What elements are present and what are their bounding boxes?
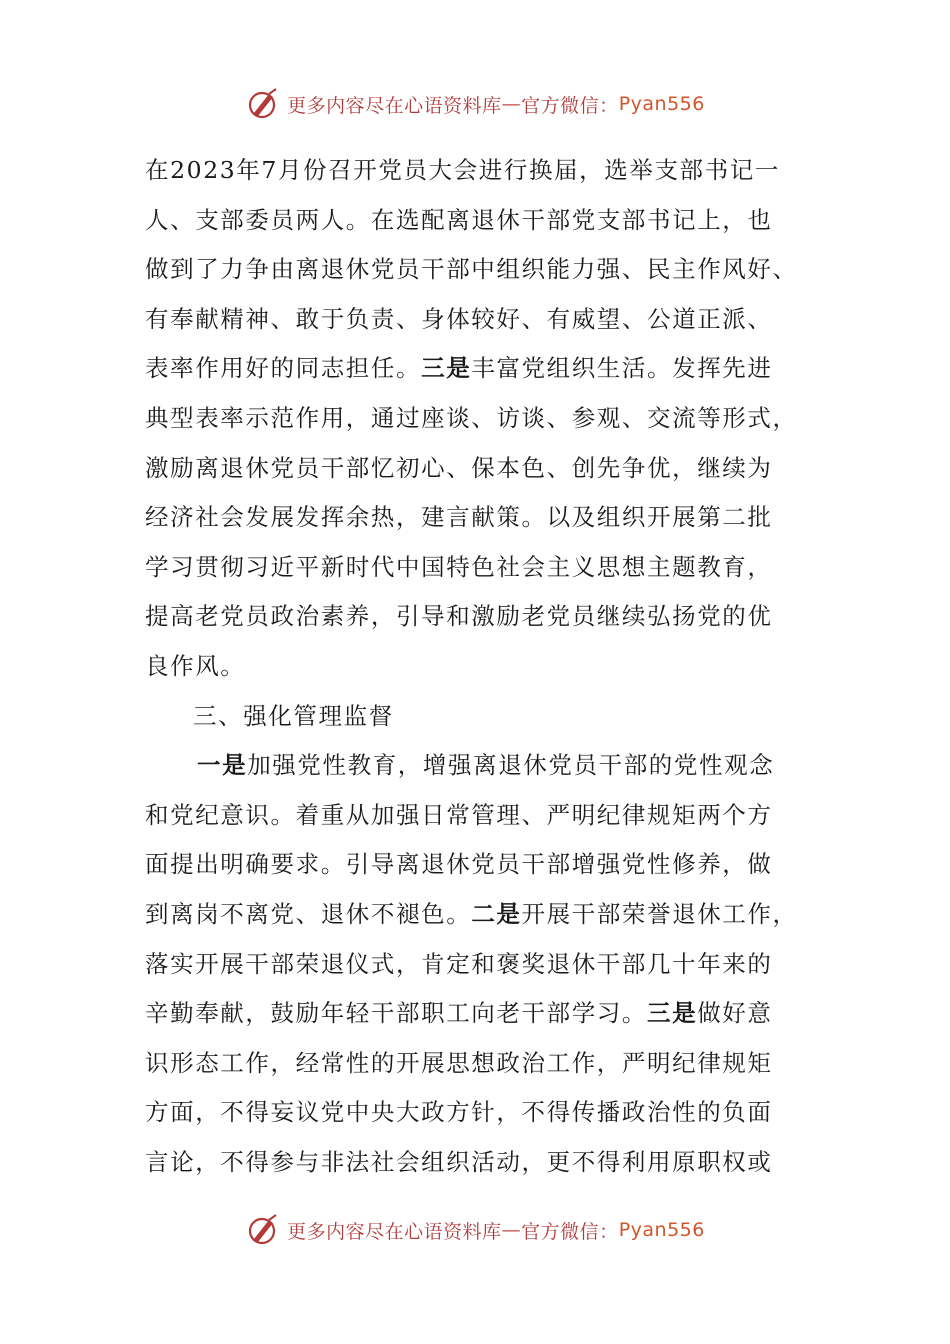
paragraph-line: 方面，不得妄议党中央大政方针，不得传播政治性的负面	[145, 1098, 773, 1127]
paragraph-line: 做到了力争由离退休党员干部中组织能力强、民主作风好、	[145, 255, 798, 284]
text-run: 表率作用好的同志担任。	[145, 354, 422, 383]
pen-circle-logo-icon	[245, 86, 281, 122]
paragraph-line: 典型表率示范作用，通过座谈、访谈、参观、交流等形式，	[145, 403, 798, 432]
bold-keyword: 三是	[421, 354, 472, 383]
text-run: 辛勤奉献，鼓励年轻干部职工向老干部学习。	[145, 999, 647, 1028]
paragraph-line: 提高老党员政治素养，引导和激励老党员继续弘扬党的优	[145, 602, 773, 631]
paragraph-line: 和党纪意识。着重从加强日常管理、严明纪律规矩两个方	[145, 800, 773, 829]
pen-circle-logo-icon	[245, 1212, 281, 1248]
paragraph-line	[145, 344, 805, 394]
paragraph-line: 激励离退休党员干部忆初心、保本色、创先争优，继续为	[145, 453, 773, 482]
text-run: 到离岗不离党、退休不褪色。	[145, 899, 472, 928]
paragraph-line	[145, 890, 805, 940]
watermark-main-text: 更多内容尽在心语资料库	[287, 1220, 502, 1243]
watermark-wechat-id: Pyan556	[618, 93, 705, 115]
paragraph-line: 经济社会发展发挥余热，建言献策。以及组织开展第二批	[145, 503, 773, 532]
paragraph-line: 落实开展干部荣退仪式，肯定和褒奖退休干部几十年来的	[145, 949, 773, 978]
watermark-footer	[0, 1208, 950, 1252]
watermark-label: 官方微信：	[521, 1220, 619, 1243]
document-body	[145, 146, 805, 1187]
paragraph-line	[145, 741, 805, 791]
paragraph-line: 识形态工作，经常性的开展思想政治工作，严明纪律规矩	[145, 1048, 773, 1077]
paragraph-line: 人、支部委员两人。在选配离退休干部党支部书记上，也	[145, 205, 773, 234]
bold-keyword: 一是	[197, 751, 248, 780]
watermark-dash: —	[501, 1219, 522, 1241]
watermark-header	[0, 82, 950, 126]
paragraph-line: 面提出明确要求。引导离退休党员干部增强党性修养，做	[145, 850, 773, 879]
section-heading: 三、强化管理监督	[193, 701, 394, 730]
paragraph-line: 学习贯彻习近平新时代中国特色社会主义思想主题教育，	[145, 552, 773, 581]
paragraph-line	[145, 989, 805, 1039]
watermark-wechat-id: Pyan556	[618, 1219, 705, 1241]
text-run: 做好意	[697, 999, 773, 1028]
text-run: 加强党性教育，增强离退休党员干部的党性观念	[247, 751, 775, 780]
text-run: 丰富党组织生活。发挥先进	[471, 354, 773, 383]
paragraph-line: 言论，不得参与非法社会组织活动，更不得利用原职权或	[145, 1147, 773, 1176]
bold-keyword: 三是	[647, 999, 698, 1028]
paragraph-line: 有奉献精神、敢于负责、身体较好、有威望、公道正派、	[145, 304, 773, 333]
watermark-main-text: 更多内容尽在心语资料库	[287, 94, 502, 117]
watermark-label: 官方微信：	[521, 94, 619, 117]
bold-keyword: 二是	[471, 899, 522, 928]
watermark-dash: —	[501, 93, 522, 115]
paragraph-line: 良作风。	[145, 651, 246, 680]
paragraph-line: 在2023年7月份召开党员大会进行换届，选举支部书记一	[145, 156, 780, 184]
text-run: 开展干部荣誉退休工作，	[521, 899, 798, 928]
